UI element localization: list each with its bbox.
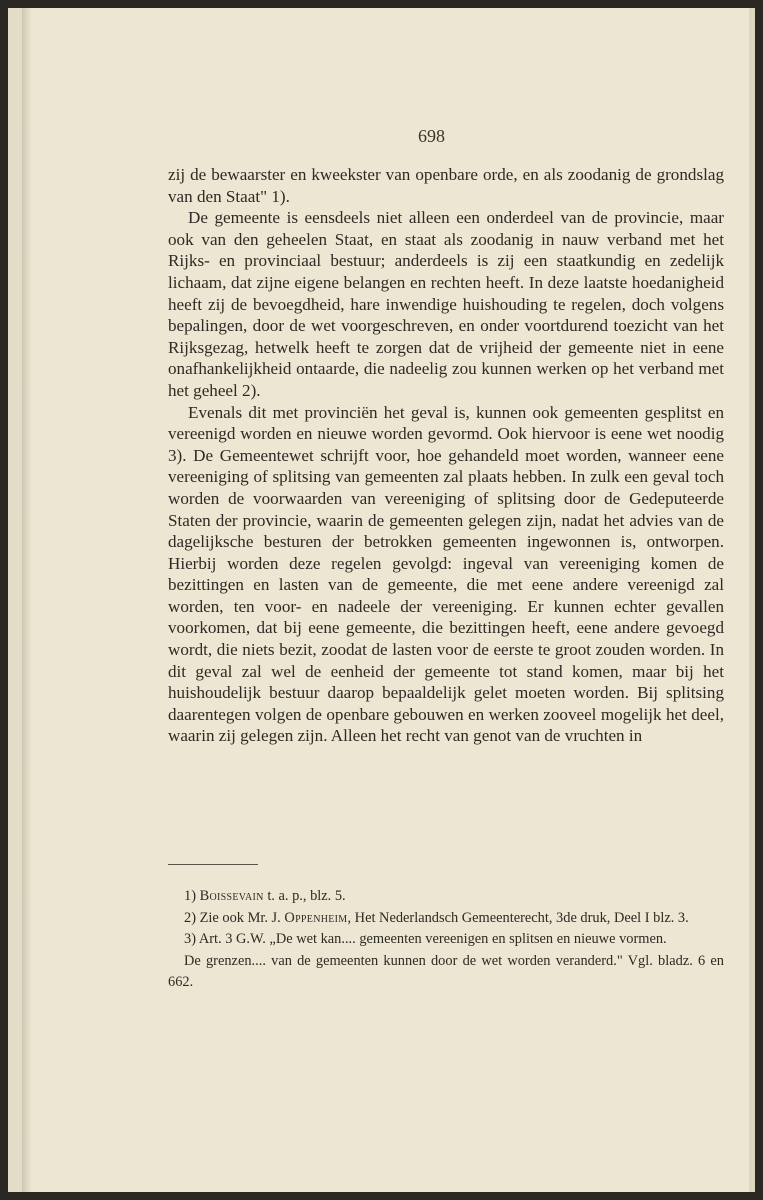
footnote-text: Zie ook Mr. J. (199, 909, 281, 926)
footnote-marker: 1) (184, 888, 196, 904)
footnote-marker: 3) (184, 931, 196, 947)
footnote-3 (168, 929, 724, 951)
footnotes (168, 886, 724, 994)
footnote-marker: 2) (184, 909, 196, 926)
paragraph: De gemeente is eensdeels niet alleen een onderdeel van de provincie, maar ook van den geheelen Staat, en staat als zoodanig in nauw verband met het Rijks- en provinciaal bestuur; anderdeels is zij een staatkundig en zedelijk lichaam, dat zijne eigene belangen en rechten heeft. In deze laatste hoedanigheid heeft zij de bevoegdheid, hare inwendige huishouding te regelen, doch volgens bepalingen, door de wet voorgeschreven, en onder voortdurend toezicht van het Rijksgezag, hetwelk heeft te zorgen dat de vrijheid der gemeente niet in eene onafhankelijkheid ontaarde, die nadeelig zou kunnen werken op het verband met het geheel 2). (168, 208, 724, 400)
paragraph: zij de bewaarster en kweekster van openbare orde, en als zoodanig de grondslag van den Staat" 1). (168, 165, 724, 206)
footnote-1 (168, 886, 724, 908)
page-gutter (22, 8, 32, 1192)
page-edge (749, 8, 755, 1192)
footnote-author: Boissevain (199, 888, 264, 904)
footnote-author: Oppenheim (284, 909, 348, 926)
body-text (168, 164, 724, 747)
footnote-2 (168, 908, 724, 930)
footnote-divider (168, 864, 258, 865)
footnote-text: , Het Nederlandsch Gemeenterecht, 3de druk, Deel I blz. 3. (347, 909, 689, 926)
book-page (8, 8, 755, 1192)
paragraph: Evenals dit met provinciën het geval is, kunnen ook gemeenten gesplitst en vereenigd worden en nieuwe worden gevormd. Ook hiervoor is eene wet noodig 3). De Gemeentewet schrijft voor, hoe gehandeld moet worden, wanneer eene vereeniging of splitsing van gemeenten zal plaats hebben. In zulk een geval toch worden de voorwaarden van vereeniging of splitsing door de Gedeputeerde Staten der provincie, waarin de gemeenten gelegen zijn, nadat het advies van de dagelijksche besturen der betrokken gemeenten ingewonnen is, ontworpen. Hierbij worden deze regelen gevolgd: ingeval van vereeniging komen de bezittingen en lasten van de gemeente, die met eene andere vereenigd zal worden, ten voor- en nadeele der vereeniging. Er kunnen echter gevallen voorkomen, dat bij eene gemeente, die bezittingen heeft, eene andere gevoegd wordt, die niets bezit, zoodat de lasten voor de eerste te groot zouden worden. In dit geval zal wel de eenheid der gemeente tot stand komen, maar bij het huishoudelijk bestuur daarop bepaaldelijk gelet moeten worden. Bij splitsing daarentegen volgen de openbare gebouwen en werken zooveel mogelijk het deel, waarin zij gelegen zijn. Alleen het recht van genot van de vruchten in (168, 402, 724, 746)
footnote-text: t. a. p., blz. 5. (267, 888, 346, 904)
footnote-text: Art. 3 G.W. „De wet kan.... gemeenten vereenigen en splitsen en nieuwe vormen. (198, 931, 667, 947)
footnote-3-continued: De grenzen.... van de gemeenten kunnen door de wet worden veranderd." Vgl. bladz. 6 en 662. (168, 952, 724, 990)
page-number: 698 (418, 126, 445, 146)
